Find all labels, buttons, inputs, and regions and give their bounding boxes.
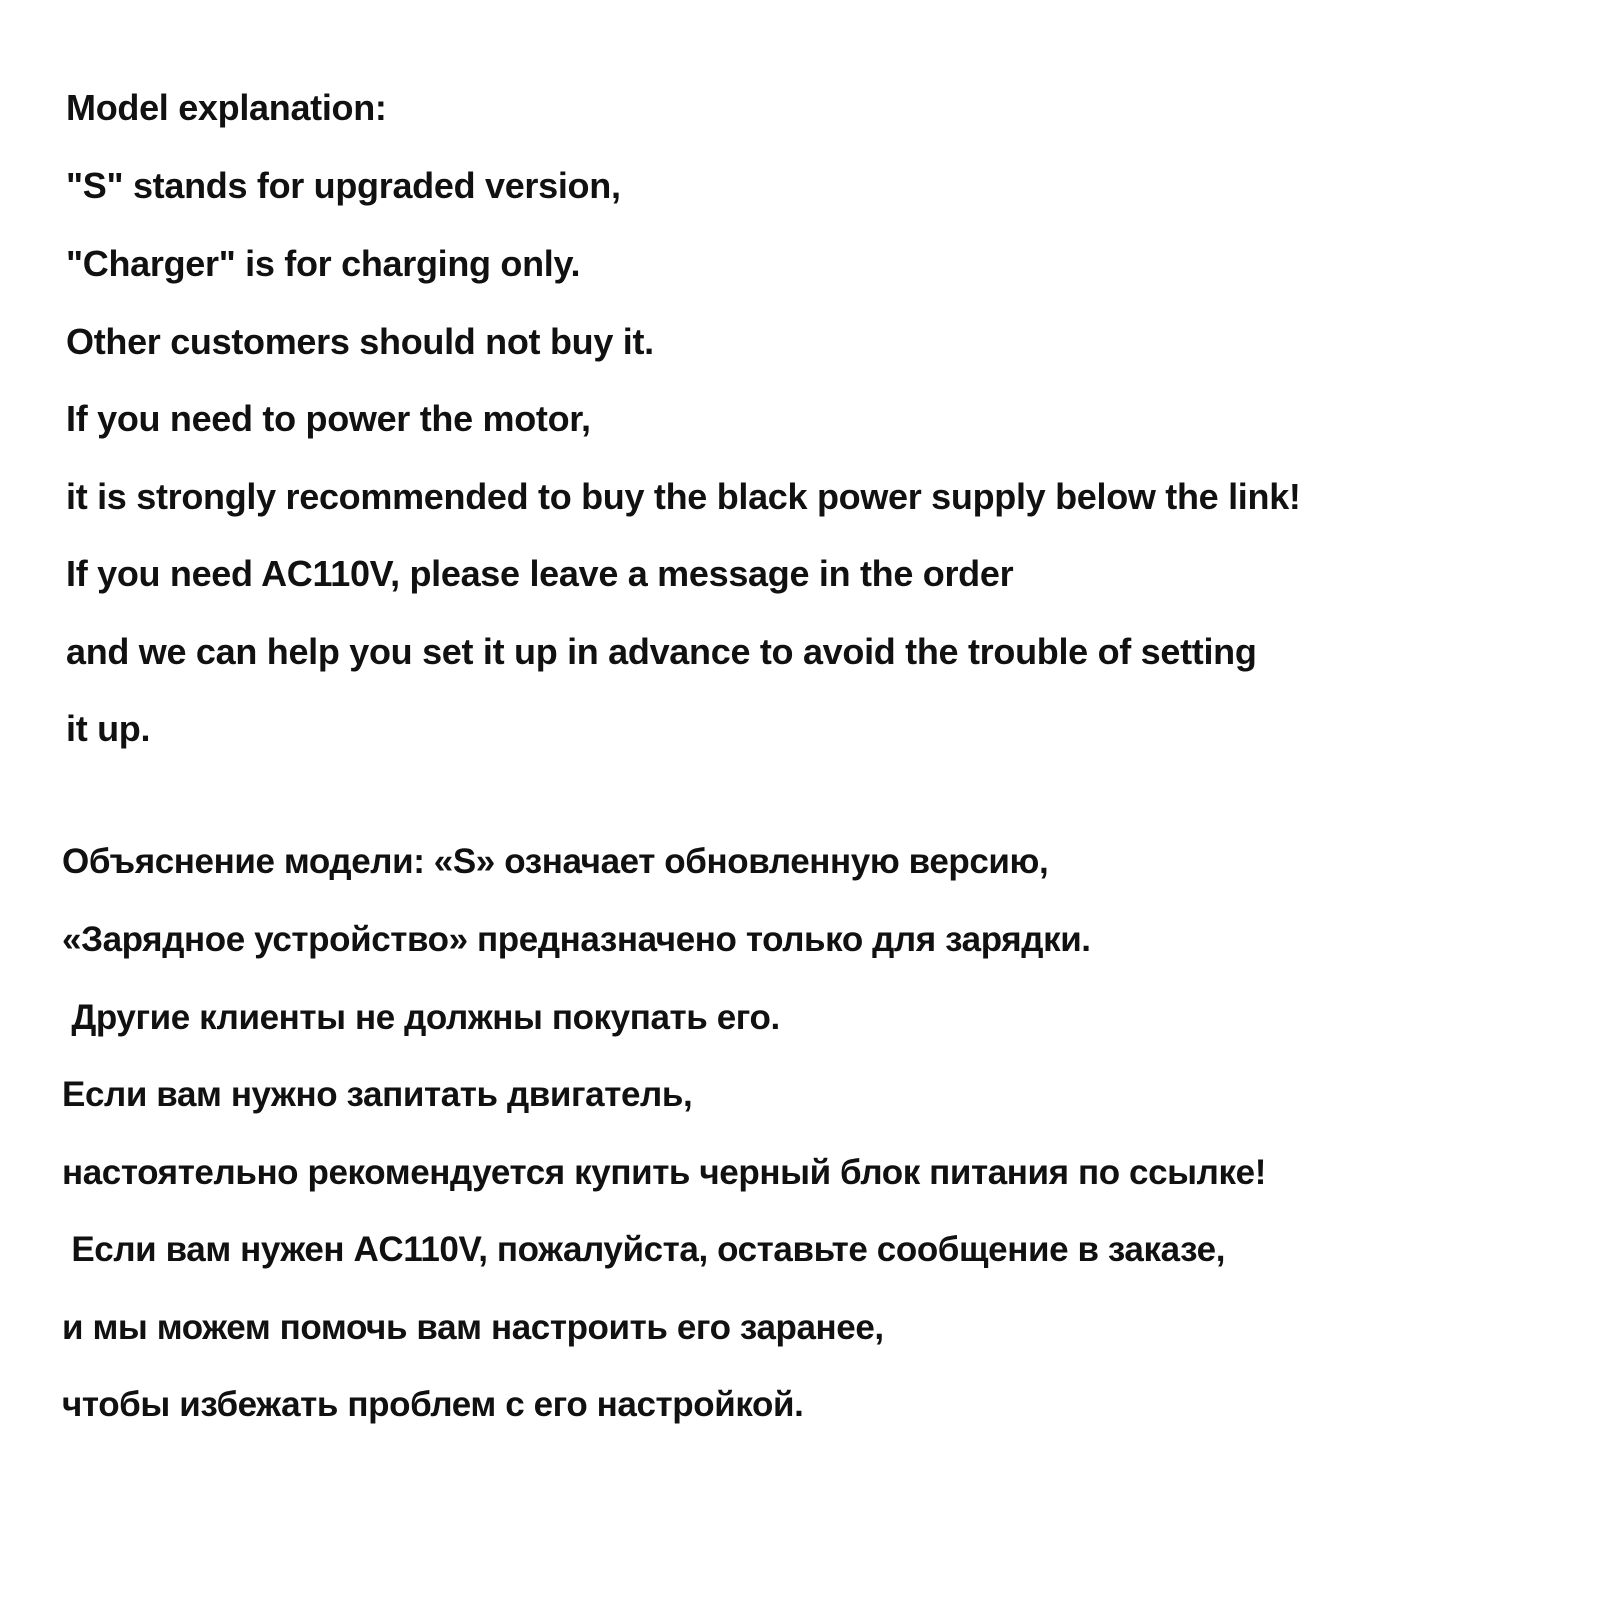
russian-line-8: чтобы избежать проблем с его настройкой. [62,1385,804,1424]
english-line-3: "Charger" is for charging only. [66,243,581,284]
english-line-6: it is strongly recommended to buy the black power supply below the link! [66,476,1301,517]
russian-line-6: Если вам нужен AC110V, пожалуйста, оставьте сообщение в заказе, [62,1230,1226,1269]
english-line-7: If you need AC110V, please leave a message in the order [66,553,1014,594]
russian-line-4: Если вам нужно запитать двигатель, [62,1075,693,1114]
english-line-1: Model explanation: [66,87,387,128]
english-line-8: and we can help you set it up in advance to avoid the trouble of setting [66,631,1257,672]
russian-line-1: Объяснение модели: «S» означает обновленную версию, [62,842,1049,881]
russian-line-7: и мы можем помочь вам настроить его заранее, [62,1308,884,1347]
english-line-2: "S" stands for upgraded version, [66,165,621,206]
russian-line-5: настоятельно рекомендуется купить черный блок питания по ссылке! [62,1153,1266,1192]
russian-line-2: «Зарядное устройство» предназначено только для зарядки. [62,920,1091,959]
english-line-4: Other customers should not buy it. [66,321,654,362]
english-line-5: If you need to power the motor, [66,398,591,439]
russian-line-3: Другие клиенты не должны покупать его. [62,998,780,1037]
english-line-9: it up. [66,708,151,749]
